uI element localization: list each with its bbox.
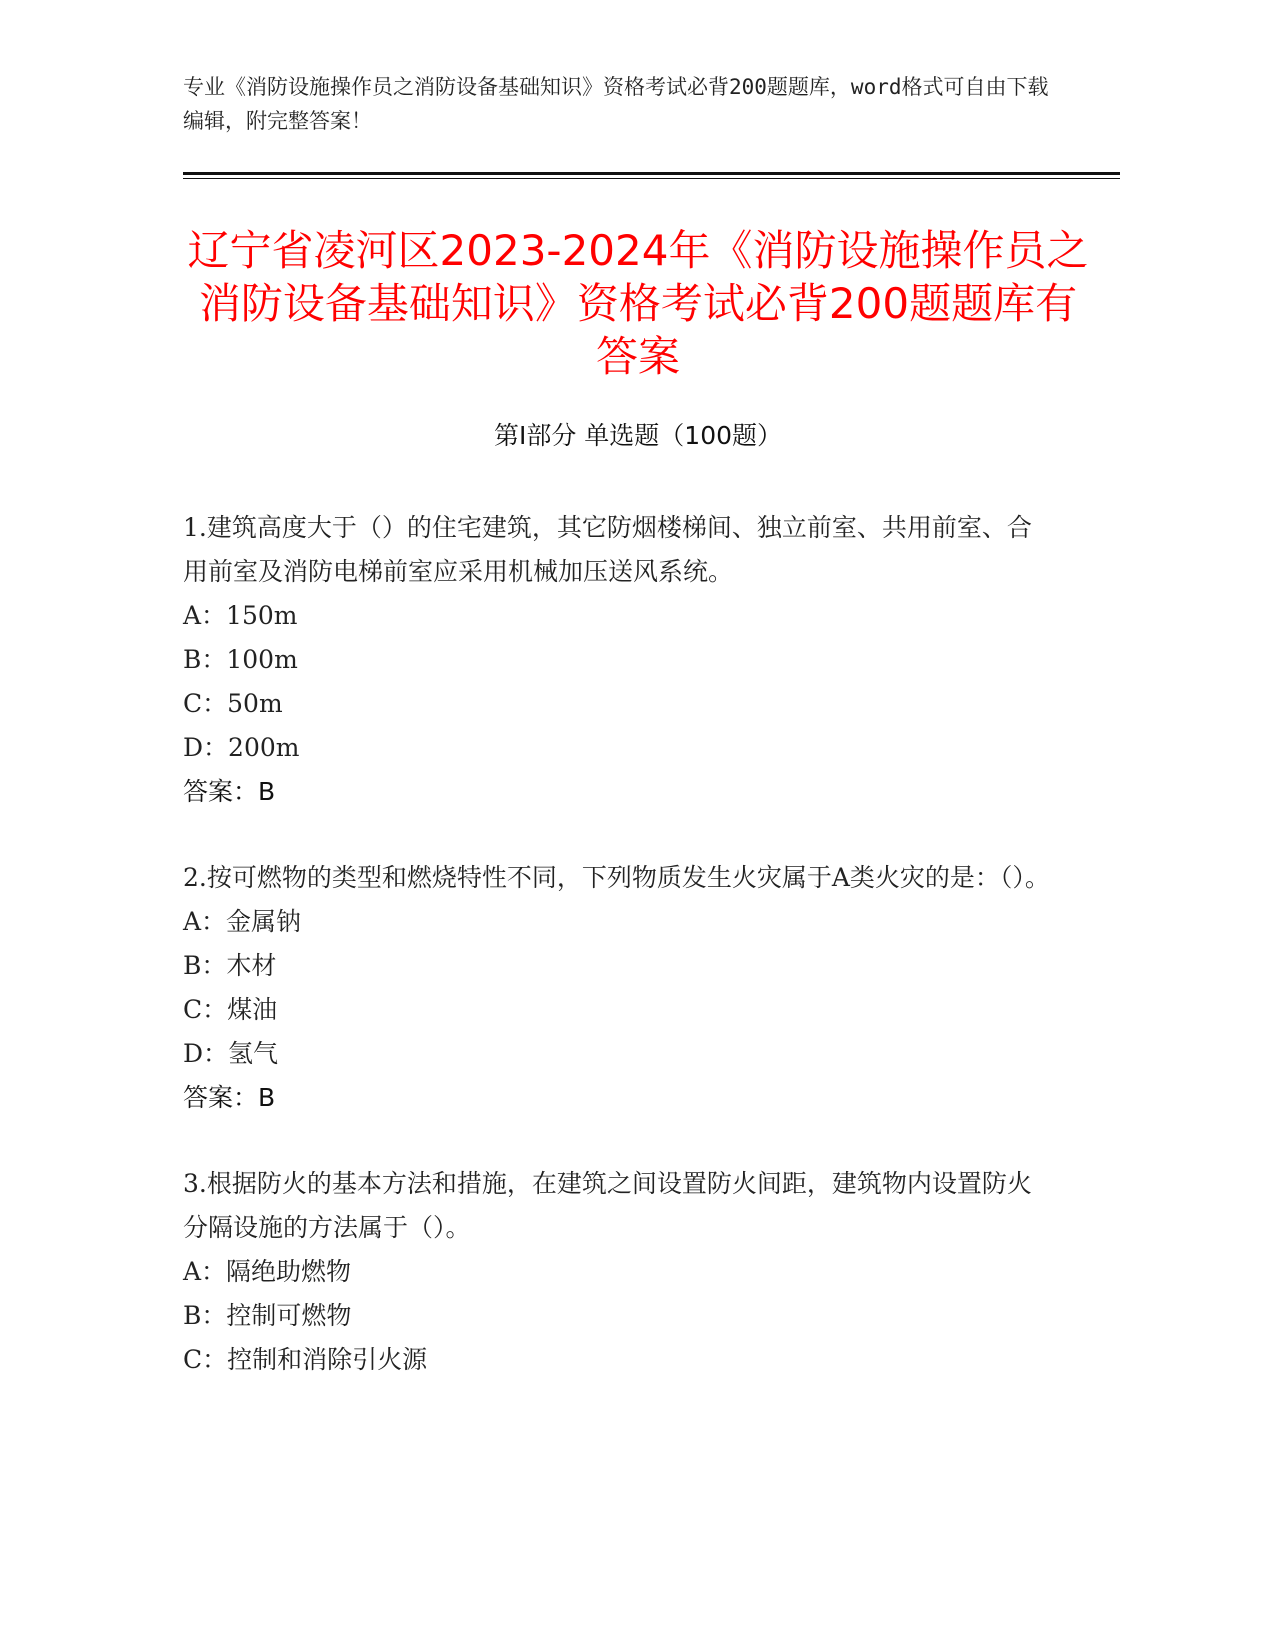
option-a: A：隔绝助燃物 <box>183 1257 352 1286</box>
question-2 <box>183 856 1053 1120</box>
question-list <box>183 506 1053 1424</box>
question-stem: 3.根据防火的基本方法和措施，在建筑之间设置防火间距，建筑物内设置防火分隔设施的方法属于（）。 <box>183 1169 1032 1242</box>
option-b: B：100m <box>183 645 298 674</box>
answer: 答案：B <box>183 1083 276 1112</box>
option-a: A：金属钠 <box>183 907 302 936</box>
header-note: 专业《消防设施操作员之消防设备基础知识》资格考试必背200题题库，word格式可自由下载编辑，附完整答案！ <box>183 75 1049 133</box>
question-stem: 1.建筑高度大于（）的住宅建筑，其它防烟楼梯间、独立前室、共用前室、合用前室及消防电梯前室应采用机械加压送风系统。 <box>183 513 1032 586</box>
option-a: A：150m <box>183 601 298 630</box>
option-c: C：煤油 <box>183 995 278 1024</box>
option-d: D：200m <box>183 733 300 762</box>
question-3 <box>183 1162 1053 1382</box>
answer: 答案：B <box>183 777 276 806</box>
question-stem: 2.按可燃物的类型和燃烧特性不同，下列物质发生火灾属于A类火灾的是：（）。 <box>183 863 1050 892</box>
option-b: B：控制可燃物 <box>183 1301 352 1330</box>
option-b: B：木材 <box>183 951 277 980</box>
option-c: C：控制和消除引火源 <box>183 1345 428 1374</box>
option-c: C：50m <box>183 689 283 718</box>
document-title: 辽宁省凌河区2023-2024年《消防设施操作员之消防设备基础知识》资格考试必背200题题库有答案 <box>187 226 1089 381</box>
section-title: 第I部分 单选题（100题） <box>493 421 783 450</box>
header-rule-thin <box>183 178 1120 179</box>
header-rule-thick <box>183 172 1120 175</box>
question-1 <box>183 506 1053 814</box>
option-d: D：氢气 <box>183 1039 279 1068</box>
